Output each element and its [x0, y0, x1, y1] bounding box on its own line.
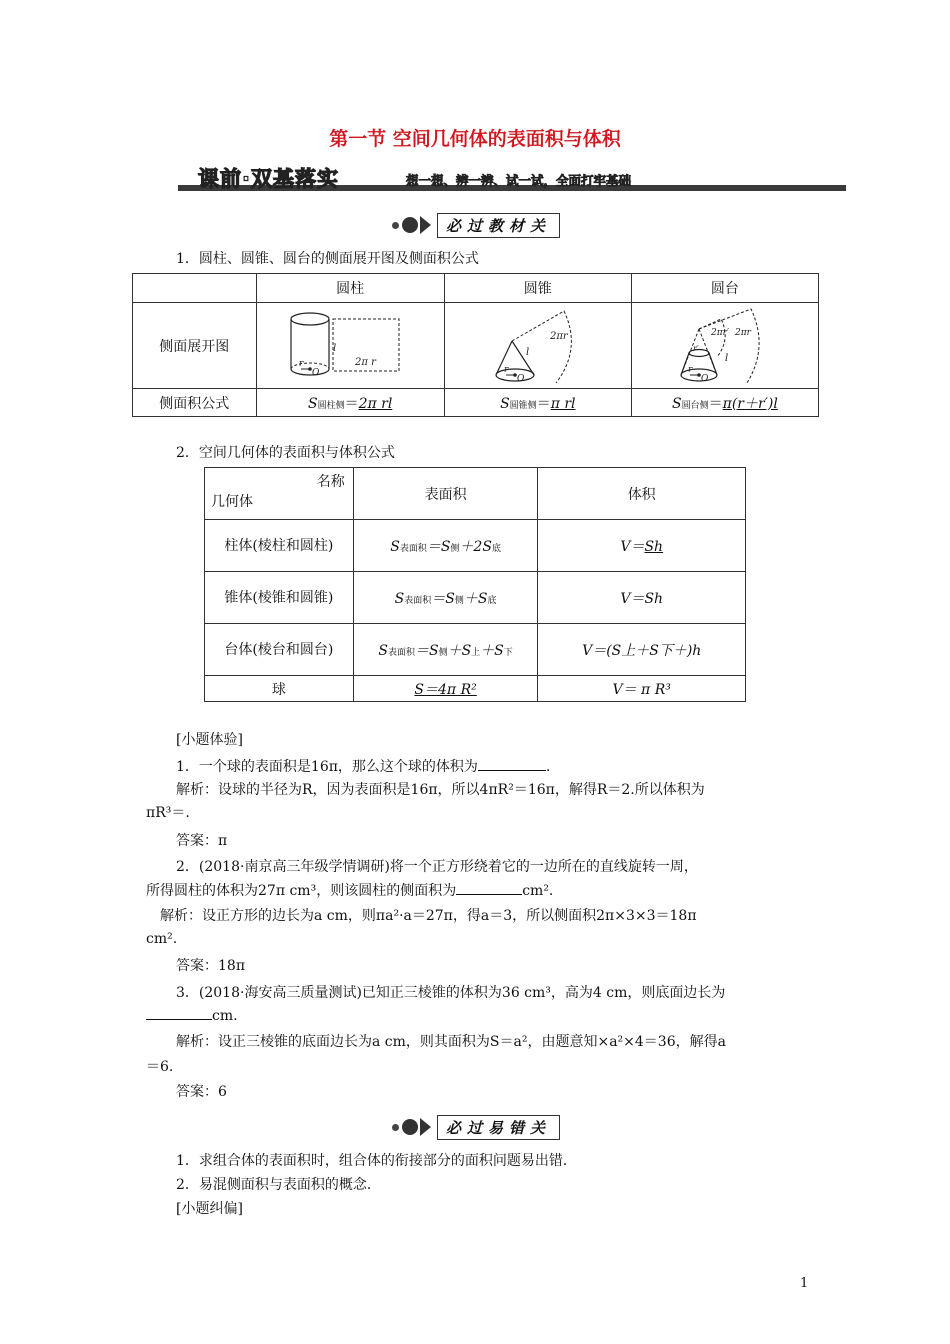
- cone-net-figure: [444, 303, 631, 389]
- label-o: O: [700, 373, 709, 384]
- corner-top-label: 名称: [316, 474, 345, 490]
- section-banner: [178, 163, 846, 197]
- arrow-right-icon: [420, 216, 431, 234]
- row-label: 侧面积公式: [133, 389, 257, 417]
- svg-text:r′: r′: [692, 343, 699, 353]
- section-header-textbook: [0, 211, 950, 239]
- section-header-errors: [0, 1113, 950, 1141]
- practice-label: [小题体验]: [176, 732, 243, 748]
- volume-formula: V＝(S上＋S下＋)h: [538, 624, 746, 676]
- label-2pir: 2πr: [549, 330, 568, 342]
- label-l: l: [333, 342, 337, 354]
- label-r: r: [299, 358, 304, 369]
- item-heading: 1．圆柱、圆锥、圆台的侧面展开图及侧面积公式: [176, 251, 479, 267]
- column-header: 圆柱: [256, 274, 444, 303]
- volume-formula: V＝Sh: [538, 520, 746, 572]
- question-3-cont: cm.: [146, 1006, 238, 1026]
- column-header: 体积: [538, 468, 746, 520]
- area-volume-table: [204, 467, 746, 702]
- q3-solution-cont: ＝6.: [146, 1059, 174, 1075]
- question-1: 1．一个球的表面积是16π，那么这个球的体积为 .: [176, 759, 551, 775]
- formula-cell: S圆锥侧＝π rl: [444, 389, 631, 417]
- answer-blank: [146, 1007, 212, 1020]
- svg-text:2πr′: 2πr′: [710, 327, 729, 338]
- formula-cell: S圆柱侧＝2π rl: [256, 389, 444, 417]
- bullet-circle-icon: [402, 217, 418, 233]
- row-label: 侧面展开图: [133, 303, 257, 389]
- cylinder-net-figure: [256, 303, 444, 389]
- row-label: 锥体(棱锥和圆锥): [205, 572, 354, 624]
- lateral-area-table: [132, 273, 819, 417]
- label-l: l: [525, 346, 529, 358]
- column-header: 表面积: [353, 468, 538, 520]
- question-3: 3．(2018·海安高三质量测试)已知正三棱锥的体积为36 cm³，高为4 cm，则底面边长为: [176, 985, 726, 1001]
- bullet-circle-icon: [402, 1119, 418, 1135]
- section-label: 必过易错关: [437, 1115, 560, 1140]
- table-corner: [205, 468, 354, 520]
- banner-main-text: 课前·双基落实: [198, 167, 339, 191]
- q1-solution: 解析：设球的半径为R，因为表面积是16π，所以4πR²＝16π，解得R＝2.所以体积为: [176, 782, 705, 798]
- arrow-right-icon: [420, 1118, 431, 1136]
- q1-solution-cont: πR³＝.: [146, 805, 190, 821]
- label-r: r: [687, 364, 693, 375]
- error-item: 1．求组合体的表面积时，组合体的衔接部分的面积问题易出错．: [176, 1153, 577, 1169]
- label-2pir: 2πr: [734, 327, 751, 338]
- bullet-dot-icon: [392, 1124, 399, 1131]
- area-formula: S表面积＝S侧＋S上＋S下: [353, 624, 538, 676]
- page-number: 1: [800, 1276, 809, 1291]
- banner-sub-text: 想一想、辨一辨、试一试，全面打牢基础: [406, 173, 632, 188]
- q3-solution: 解析：设正三棱锥的底面边长为a cm，则其面积为S＝a²，由题意知×a²×4＝36，解得a: [176, 1034, 726, 1050]
- correction-label: [小题纠偏]: [176, 1201, 243, 1217]
- formula-cell: S圆台侧＝π(r＋r′)l: [631, 389, 818, 417]
- q1-answer: 答案：π: [176, 833, 228, 849]
- answer-blank: [478, 758, 546, 771]
- row-label: 台体(棱台和圆台): [205, 624, 354, 676]
- table-corner: [133, 274, 257, 303]
- q2-answer: 答案：18π: [176, 958, 246, 974]
- item-heading: 2．空间几何体的表面积与体积公式: [176, 445, 395, 461]
- question-2: 2．(2018·南京高三年级学情调研)将一个正方形绕着它的一边所在的直线旋转一周，: [176, 859, 698, 875]
- bullet-dot-icon: [392, 222, 399, 229]
- row-label: 柱体(棱柱和圆柱): [205, 520, 354, 572]
- volume-formula: V＝ π R³: [538, 676, 746, 702]
- section-label: 必过教材关: [437, 213, 560, 238]
- label-2pir: 2π r: [355, 356, 377, 368]
- area-formula: S＝4π R²: [353, 676, 538, 702]
- area-formula: S表面积＝S侧＋S底: [353, 572, 538, 624]
- label-o: O: [516, 373, 525, 384]
- q3-answer: 答案：6: [176, 1084, 227, 1100]
- label-o: O: [312, 367, 320, 378]
- q2-solution: 解析：设正方形的边长为a cm，则πa²·a＝27π，得a＝3，所以侧面积2π×3×3＝18π: [160, 908, 697, 924]
- corner-bottom-label: 几何体: [211, 494, 253, 510]
- label-r: r: [503, 364, 509, 375]
- frustum-net-figure: [631, 303, 818, 389]
- row-label: 球: [205, 676, 354, 702]
- page-title: 第一节 空间几何体的表面积与体积: [329, 128, 621, 150]
- error-item: 2．易混侧面积与表面积的概念．: [176, 1177, 381, 1193]
- answer-blank: [456, 882, 522, 895]
- area-formula: S表面积＝S侧＋2S底: [353, 520, 538, 572]
- q2-solution-cont: cm².: [146, 931, 178, 947]
- question-2-cont: 所得圆柱的体积为27π cm³，则该圆柱的侧面积为 cm².: [146, 883, 554, 899]
- column-header: 圆台: [631, 274, 818, 303]
- label-l: l: [724, 352, 729, 364]
- volume-formula: V＝Sh: [538, 572, 746, 624]
- column-header: 圆锥: [444, 274, 631, 303]
